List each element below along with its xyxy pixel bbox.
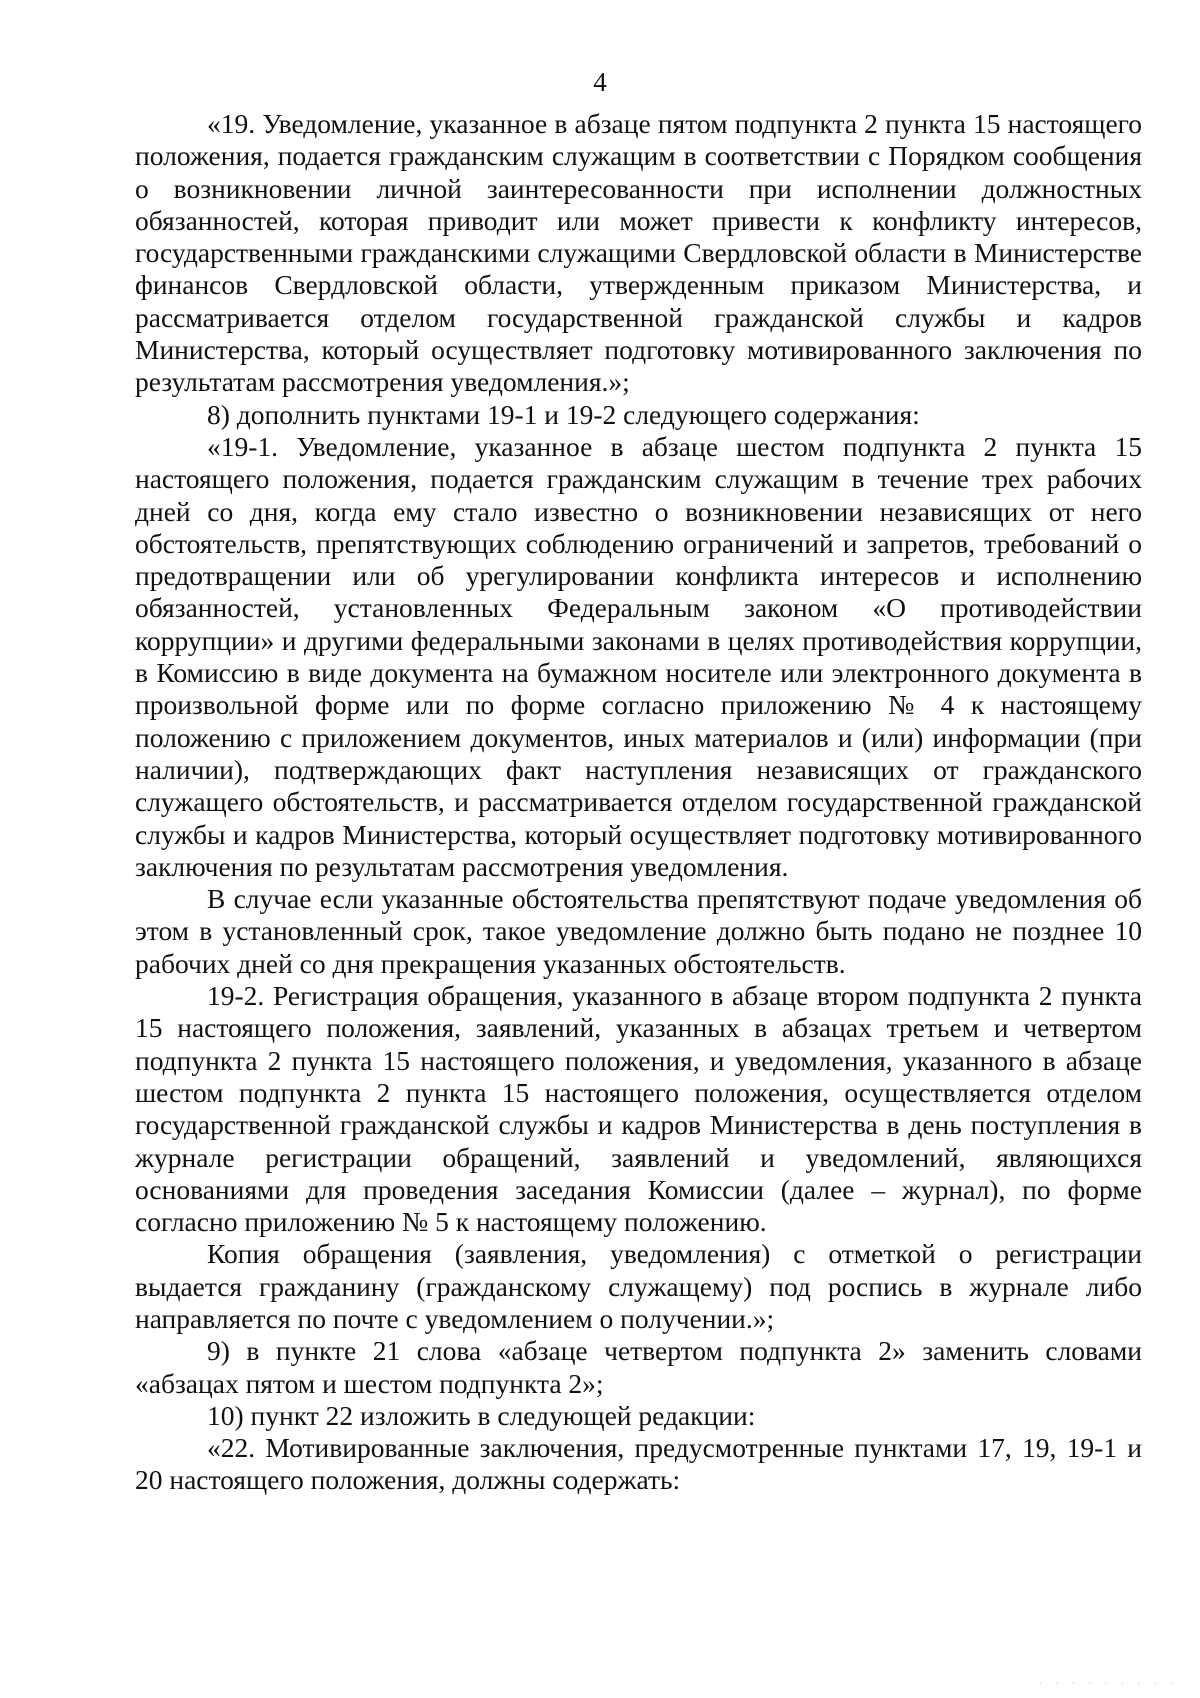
paragraph-item-19-2: 19-2. Регистрация обращения, указанного в абзаце втором подпункта 2 пункта 15 настоящего положения, заявлений, указанных в абзацах третьем и четвертом подпункта 2 пункта 15 настоящего положения, и уведомления, указанного в абзаце шестом подпункта 2 пункта 15 настоящего положения, осуществляется отделом государственной гражданской службы и кадров Министерства в день поступления в журнале регистрации обращений, заявлений и уведомлений, являющихся основаниями для проведения заседания Комиссии (далее – журнал), по форме согласно приложению № 5 к настоящему положению. (135, 980, 1142, 1238)
paragraph-amendment-9: 9) в пункте 21 слова «абзаце четвертом подпункта 2» заменить словами «абзацах пятом и шестом подпункта 2»; (135, 1335, 1142, 1399)
paragraph-item-19-2-copy: Копия обращения (заявления, уведомления) с отметкой о регистрации выдается гражданину (гражданскому служащему) под роспись в журнале либо направляется по почте с уведомлением о получении.»; (135, 1238, 1142, 1334)
paragraph-item-19-1: «19-1. Уведомление, указанное в абзаце шестом подпункта 2 пункта 15 настоящего положения, подается гражданским служащим в течение трех рабочих дней со дня, когда ему стало известно о возникновении независящих от него обстоятельств, препятствующих соблюдению ограничений и запретов, требований о предотвращении или об урегулировании конфликта интересов и исполнению обязанностей, установленных Федеральным законом «О противодействии коррупции» и другими федеральными законами в целях противодействия коррупции, в Комиссию в виде документа на бумажном носителе или электронного документа в произвольной форме или по форме согласно приложению № 4 к настоящему положению с приложением документов, иных материалов и (или) информации (при наличии), подтверждающих факт наступления независящих от гражданского служащего обстоятельств, и рассматривается отделом государственной гражданской службы и кадров Министерства, который осуществляет подготовку мотивированного заключения по результатам рассмотрения уведомления. (135, 430, 1142, 882)
scan-artifact-dots: · · · · · · · · · (1038, 1679, 1178, 1690)
paragraph-item-19: «19. Уведомление, указанное в абзаце пятом подпункта 2 пункта 15 настоящего положения, подается гражданским служащим в соответствии с Порядком сообщения о возникновении личной заинтересованности при исполнении должностных обязанностей, которая приводит или может привести к конфликту интересов, государственными гражданскими служащими Свердловской области в Министерстве финансов Свердловской области, утвержденным приказом Министерства, и рассматривается отделом государственной гражданской службы и кадров Министерства, который осуществляет подготовку мотивированного заключения по результатам рассмотрения уведомления.»; (135, 108, 1142, 398)
paragraph-amendment-10: 10) пункт 22 изложить в следующей редакции: (207, 1399, 756, 1431)
paragraph-item-22: «22. Мотивированные заключения, предусмотренные пунктами 17, 19, 19-1 и 20 настоящего положения, должны содержать: (135, 1432, 1142, 1496)
paragraph-item-19-1-deadline: В случае если указанные обстоятельства препятствуют подаче уведомления об этом в установленный срок, такое уведомление должно быть подано не позднее 10 рабочих дней со дня прекращения указанных обстоятельств. (135, 883, 1142, 979)
document-body (135, 108, 1142, 1497)
page-number: 4 (593, 67, 607, 97)
paragraph-amendment-8: 8) дополнить пунктами 19-1 и 19-2 следующего содержания: (207, 398, 920, 430)
